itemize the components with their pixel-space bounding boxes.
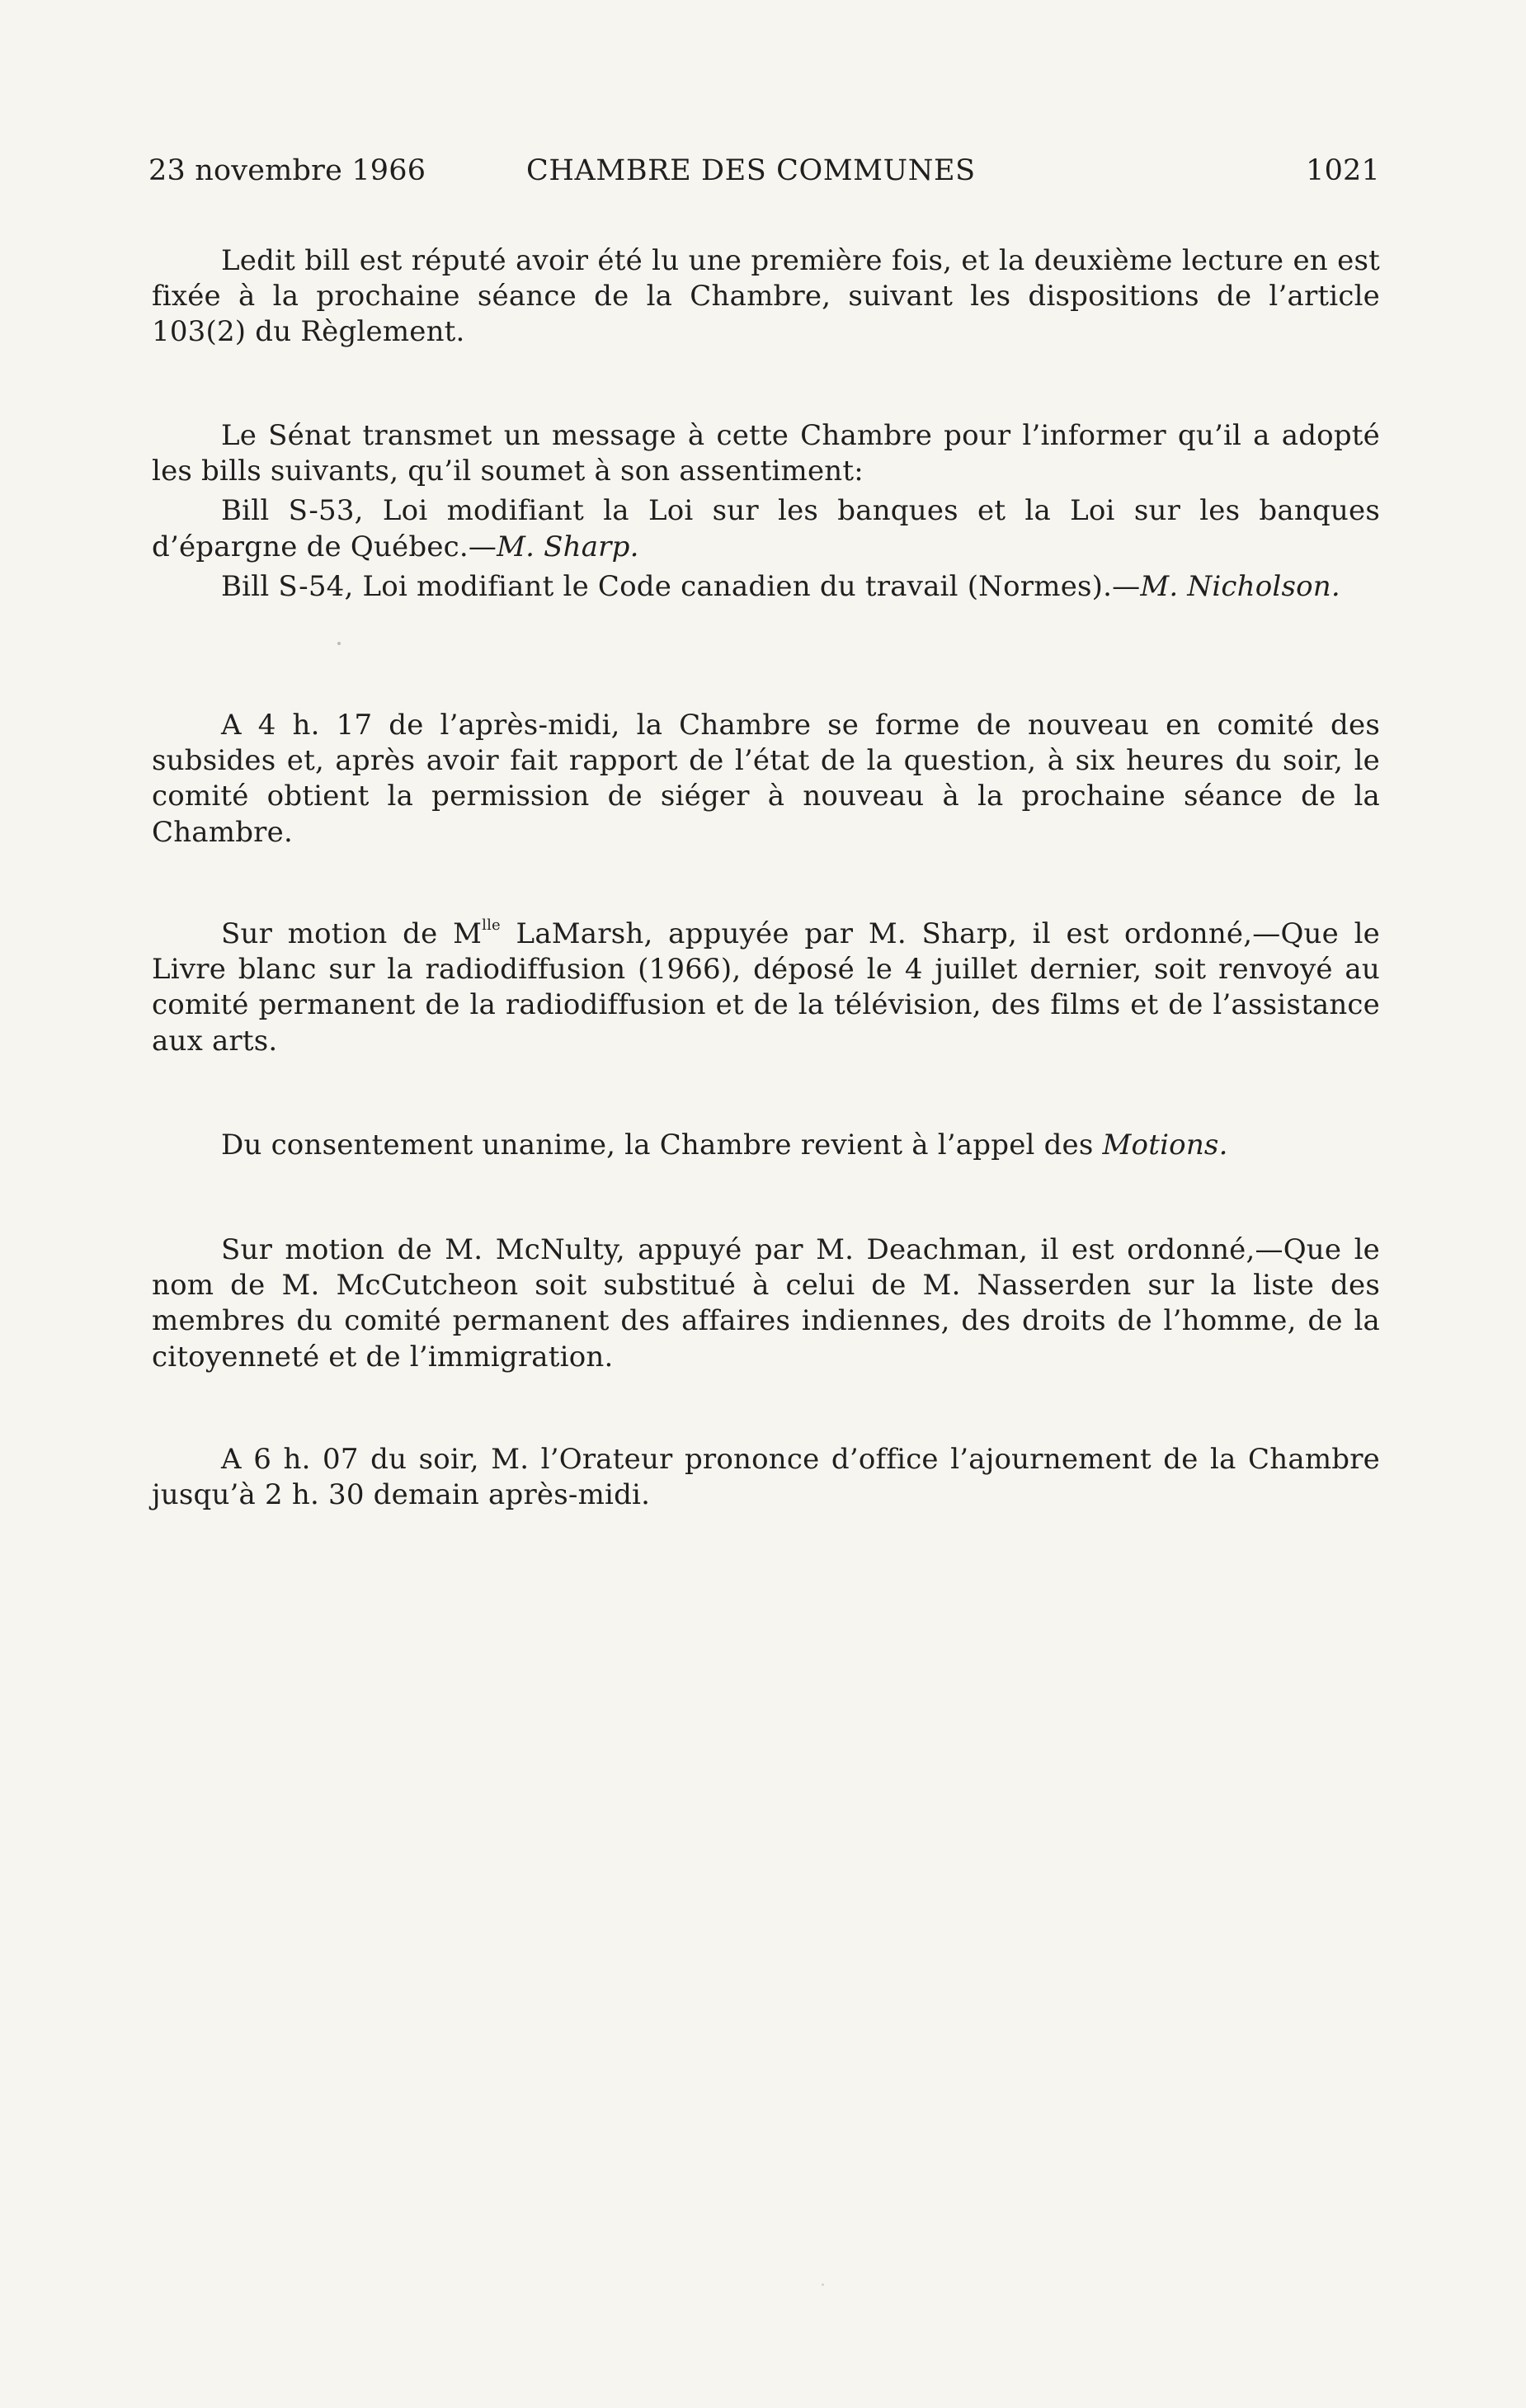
consent-text: Du consentement unanime, la Chambre revient à l’appel des <box>221 1129 1103 1162</box>
bill-s54-text: Bill S-54, Loi modifiant le Code canadien du travail (Normes).— <box>221 569 1141 603</box>
paragraph-text <box>152 917 1380 1059</box>
paragraph-first-reading <box>152 243 1380 351</box>
header-date: 23 novembre 1966 <box>148 154 426 187</box>
motions-italic: Motions. <box>1102 1129 1228 1162</box>
honorific-superscript: lle <box>482 917 501 934</box>
paragraph-committee-supply <box>152 708 1380 851</box>
paragraph-text: A 4 h. 17 de l’après-midi, la Chambre se forme de nouveau en comité des subsides et, après avoir fait rapport de l’état de la question, à six heures du soir, le comité obtient la permission de siéger à nouveau à la prochaine séance de la Chambre. <box>152 709 1380 849</box>
paragraph-text <box>152 1128 1380 1163</box>
paragraph-motion-mcnulty <box>152 1232 1380 1375</box>
paragraph-motion-lamarsh <box>152 917 1380 1059</box>
page-header <box>148 150 1380 191</box>
bill-s53-sponsor: M. Sharp. <box>497 530 639 563</box>
bill-s53 <box>152 493 1380 564</box>
paragraph-text: Ledit bill est réputé avoir été lu une première fois, et la deuxième lecture en est fixée à la prochaine séance de la Chambre, suivant les dispositions de l’article 103(2) du Règlement. <box>152 244 1380 349</box>
motion-body: LaMarsh, appuyée par M. Sharp, il est ordonné,—Que le Livre blanc sur la radiodiffusion (1966), déposé le 4 juillet dernier, soit renvoyé au comité permanent de la radiodiffusion et de la télévision, des films et de l’assistance aux arts. <box>152 917 1380 1058</box>
bill-s54 <box>152 569 1380 605</box>
bill-s54-sponsor: M. Nicholson. <box>1140 569 1340 603</box>
paragraph-senate-message <box>152 418 1380 605</box>
header-title: CHAMBRE DES COMMUNES <box>526 154 976 187</box>
paragraph-adjournment <box>152 1442 1380 1513</box>
paragraph-text: Le Sénat transmet un message à cette Chambre pour l’informer qu’il a adopté les bills suivants, qu’il soumet à son assentiment: <box>152 419 1380 488</box>
paper-speck <box>822 2283 824 2286</box>
paragraph-text: A 6 h. 07 du soir, M. l’Orateur prononce d’office l’ajournement de la Chambre jusqu’à 2 h. 30 demain après-midi. <box>152 1443 1380 1512</box>
paragraph-unanimous-consent <box>152 1128 1380 1163</box>
header-page-number: 1021 <box>1306 154 1380 187</box>
motion-prefix: Sur motion de M <box>221 917 483 950</box>
paragraph-text: Sur motion de M. McNulty, appuyé par M. Deachman, il est ordonné,—Que le nom de M. McCutcheon soit substitué à celui de M. Nasserden sur la liste des membres du comité permanent des affaires indiennes, des droits de l’homme, de la citoyenneté et de l’immigration. <box>152 1233 1380 1374</box>
bill-s53-text: Bill S-53, Loi modifiant la Loi sur les banques et la Loi sur les banques d’épargne de Québec.— <box>152 494 1380 563</box>
print-speck <box>337 642 341 645</box>
